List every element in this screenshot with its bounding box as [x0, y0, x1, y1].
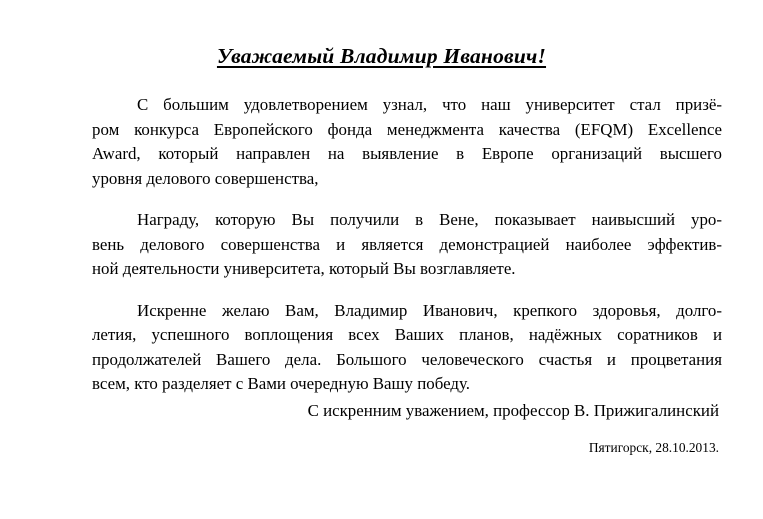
paragraph	[92, 93, 722, 191]
paragraph-line: вень делового совершенства и является демонстрацией наиболее эффектив-	[92, 234, 722, 254]
paragraph-line: Award, который направлен на выявление в Европе организаций высшего	[92, 144, 722, 163]
letter-salutation: Уважаемый Владимир Иванович!	[216, 44, 547, 68]
paragraph-line: ром конкурса Европейского фонда менеджмента качества (EFQM) Excellence	[92, 119, 722, 139]
paragraph	[92, 208, 722, 282]
paragraph	[92, 299, 722, 397]
letter-closing: С искренним уважением, профессор В. Прижигалинский	[307, 401, 719, 420]
paragraph-line: Награду, которую Вы получили в Вене, показывает наивысший уро-	[137, 210, 722, 229]
paragraph-line: С большим удовлетворением узнал, что наш университет стал призё-	[137, 95, 722, 114]
letter-body	[92, 93, 722, 397]
paragraph-line: продолжателей Вашего дела. Большого человеческого счастья и процветания	[92, 349, 722, 369]
paragraph-line: уровня делового совершенства,	[92, 168, 319, 188]
paragraph-gap	[92, 191, 722, 208]
paragraph-line: Искренне желаю Вам, Владимир Иванович, крепкого здоровья, долго-	[137, 300, 722, 320]
letter-place-date: Пятигорск, 28.10.2013.	[588, 440, 719, 455]
paragraph-line: ной деятельности университета, который Вы возглавляете.	[92, 259, 516, 278]
paragraph-line: летия, успешного воплощения всех Ваших планов, надёжных соратников и	[92, 325, 722, 344]
paragraph-line: всем, кто разделяет с Вами очередную Вашу победу.	[92, 374, 470, 393]
paragraph-gap	[92, 282, 722, 299]
